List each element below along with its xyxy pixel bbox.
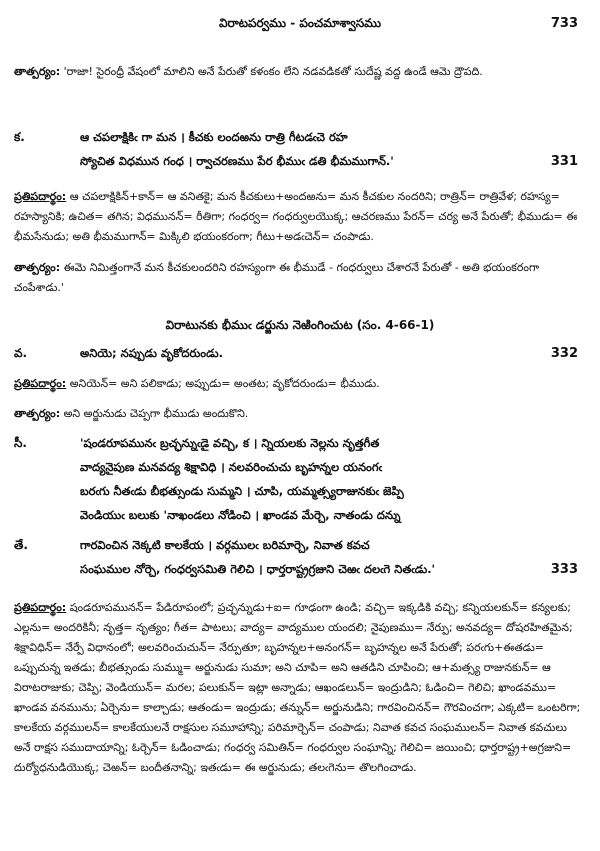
tatparyam-text: అని అర్జునుడు చెప్పగా భీముడు అందుకొని.: [63, 407, 249, 420]
tatparyam-label: తాత్పర్యం:: [14, 65, 61, 78]
pratipadartham-label: ప్రతిపదార్థం:: [14, 377, 67, 390]
tatparyam-label: తాత్పర్యం:: [14, 407, 61, 420]
pratipadartham-text: షండరూపమునన్= పేడిరూపంలో; ప్రచ్ఛన్నుడు+ఐ= గూఢంగా ఉండి; వచ్చి= ఇక్కడికి వచ్చి; కన్నియలకున్= కన్యలకు; ఎల్లను= అందరికినీ; నృత్త= నృత్యం; గీత= పాటలు; వాద్య= వాద్యముల యందలి; నైపుణము= నేర్పు; అనవద్య= దోషరహితమైన; శిక్షావిధిన్= నేర్పే విధానంలో; అలవరించుచున్= నేర్పుతూ; బృహన్నల+అనంగన్= బృహన్నల అనే పేరుతో; పరఁగు+ఈతడు= ఒప్పుచున్న ఇతడు; బీభత్సుండు సుమ్ము= అర్జునుడు సుమా; అని చూపి= అని ఆతడిని చూపించి; ఆ+మత్స్య రాజునకున్= ఆ విరాటరాజుకు; చెప్పి; వెండియున్= మరల; పలుకున్= ఇట్లా అన్నాడు; ఆఖండలున్= ఇంద్రుడిని; ఓడించి= గెలిచి; ఖాండవము= ఖాండవ వనమును; ఏర్చెను= కాల్చాడు; ఆతండు= ఇంద్రుడు; తన్నున్= అర్జునుడిని; గారవించినన్= గౌరవించగా; ఎక్కటి= ఒంటరిగా; కాలకేయ వర్గములన్= కాలకేయులనే రాక్షసుల సమూహాన్ని; పరిమార్చెన్= చంపాడు; నివాత కవచ సంఘములన్= నివాత కవచులు అనే రాక్షస సముదాయాన్ని; ఓర్చెన్= ఓడించాడు; గంధర్వ సమితిన్= గంధర్వుల సంఘాన్ని; గెలిచి= జయించి; ధార్తరాష్ట్ర+అగ్రజుని= దుర్యోధనుడియొక్క; చెఱన్= బందీతనాన్ని; ఇతఁడు= ఈ అర్జునుడు; తలఁగెను= తొలగించాడు.: [14, 601, 581, 774]
verse-line: 'షండరూపమునఁ బ్రచ్ఛన్నుఁడై వచ్చి, క । న్నియలకు నెల్లను నృత్తగీత: [80, 436, 380, 450]
running-title: విరాటపర్వము - పంచమాశ్వాసము: [218, 16, 381, 30]
pratipadartham-label: ప్రతిపదార్థం:: [14, 601, 67, 614]
verse-line: స్యోచిత విధమున గంధ । ర్వాచరణము పేర భీముఁ డతి భీమముగాన్.': [80, 154, 394, 168]
pratipadartham-text: ఆ చపలాక్షికిన్+కాన్= ఆ వనితకై; మన కీచకులు+అందఱను= మన కీచకుల నందరిని; రాత్రిన్= రాత్రివేళ; రహస్య= రహస్యానికి; ఉచిత= తగిన; విధమునన్= రీతిగా; గంధర్వ= గంధర్వులయొక్క; ఆచరణము పేరన్= చర్య అనే పేరుతో; భీముడు= ఈ భీమసేనుడు; అతి భీమముగాన్= మిక్కిలి భయంకరంగా; గీటు+అడఁచెన్= చంపాడు.: [14, 190, 578, 243]
pratipadartham-block: [14, 374, 586, 394]
verse-number: 332: [550, 346, 578, 361]
verse-number: 333: [550, 562, 578, 577]
verse-line: వెండియుఁ బలుకు 'నాఖండలు నోడించి । ఖాండవ మేర్చె, నాతండు దన్ను: [80, 508, 401, 522]
tatparyam-block: [14, 404, 586, 424]
verse-kind: వ.: [14, 346, 28, 360]
tatparyam-text: 'రాజా! సైరంధ్రీ వేషంలో మాలిని అనే పేరుతో కళంకం లేని నడవడికతో సుదేష్ణ వద్ద ఉండే ఆమె ద్రౌపది.: [63, 65, 483, 78]
tatparyam-block: [14, 258, 586, 298]
verse-number: 331: [550, 154, 578, 169]
verse-line: గారవించిన నెక్కటి కాలకేయ । వర్గములఁ బరిమార్చె, నివాత కవచ: [80, 538, 370, 552]
verse-333: [14, 436, 586, 586]
verse-line: సంఘముల నోర్చె, గంధర్వసమితి గెలిచి । ధార్తరాష్ట్రగ్రజుని చెఱఁ దలఁగె నితఁడు.': [80, 562, 436, 576]
page-number: 733: [550, 16, 578, 31]
tatparyam-label: తాత్పర్యం:: [14, 261, 61, 274]
tatparyam-block: [14, 62, 586, 82]
page-header: [0, 16, 600, 36]
verse-kind: సీ.: [14, 436, 27, 450]
verse-kind: తే.: [14, 538, 28, 552]
verse-line: వాద్యనైపుణ మనవద్య శిక్షావిధి । నలవరించుచు బృహన్నల యనంగఁ: [80, 460, 382, 474]
pratipadartham-text: అనియెన్= అని పలికాడు; అప్పుడు= అంతట; వృకోదరుండు= భీముడు.: [69, 377, 380, 390]
pratipadartham-block: [14, 187, 586, 247]
verse-kind: క.: [14, 130, 25, 144]
verse-line: బరఁగు నీతఁడు బీభత్సుండు సుమ్మని । చూపి, యమ్మత్స్యరాజునకుఁ జెప్పి: [80, 484, 404, 498]
tatparyam-text: ఈమె నిమిత్తంగానే మన కీచకులందరిని రహస్యంగా ఈ భీముడే - గంధర్వులు చేశారనే పేరుతో - అతి భయంకరంగా చంపేశాడు.': [14, 261, 540, 294]
verse-line: అనియె; నప్పుడు వృకోదరుండు.: [80, 346, 223, 360]
verse-line: ఆ చపలాక్షికిఁ గా మన । కీచకు లందఱను రాత్రి గీటడఁచె రహ: [80, 130, 348, 144]
verse-332: [14, 346, 586, 368]
verse-331: [14, 130, 586, 180]
section-heading: విరాటునకు భీముఁ డర్జును నెఱింగించుట (సం. 4-66-1): [165, 318, 435, 332]
pratipadartham-label: ప్రతిపదార్థం:: [14, 190, 67, 203]
pratipadartham-block: [14, 598, 586, 778]
